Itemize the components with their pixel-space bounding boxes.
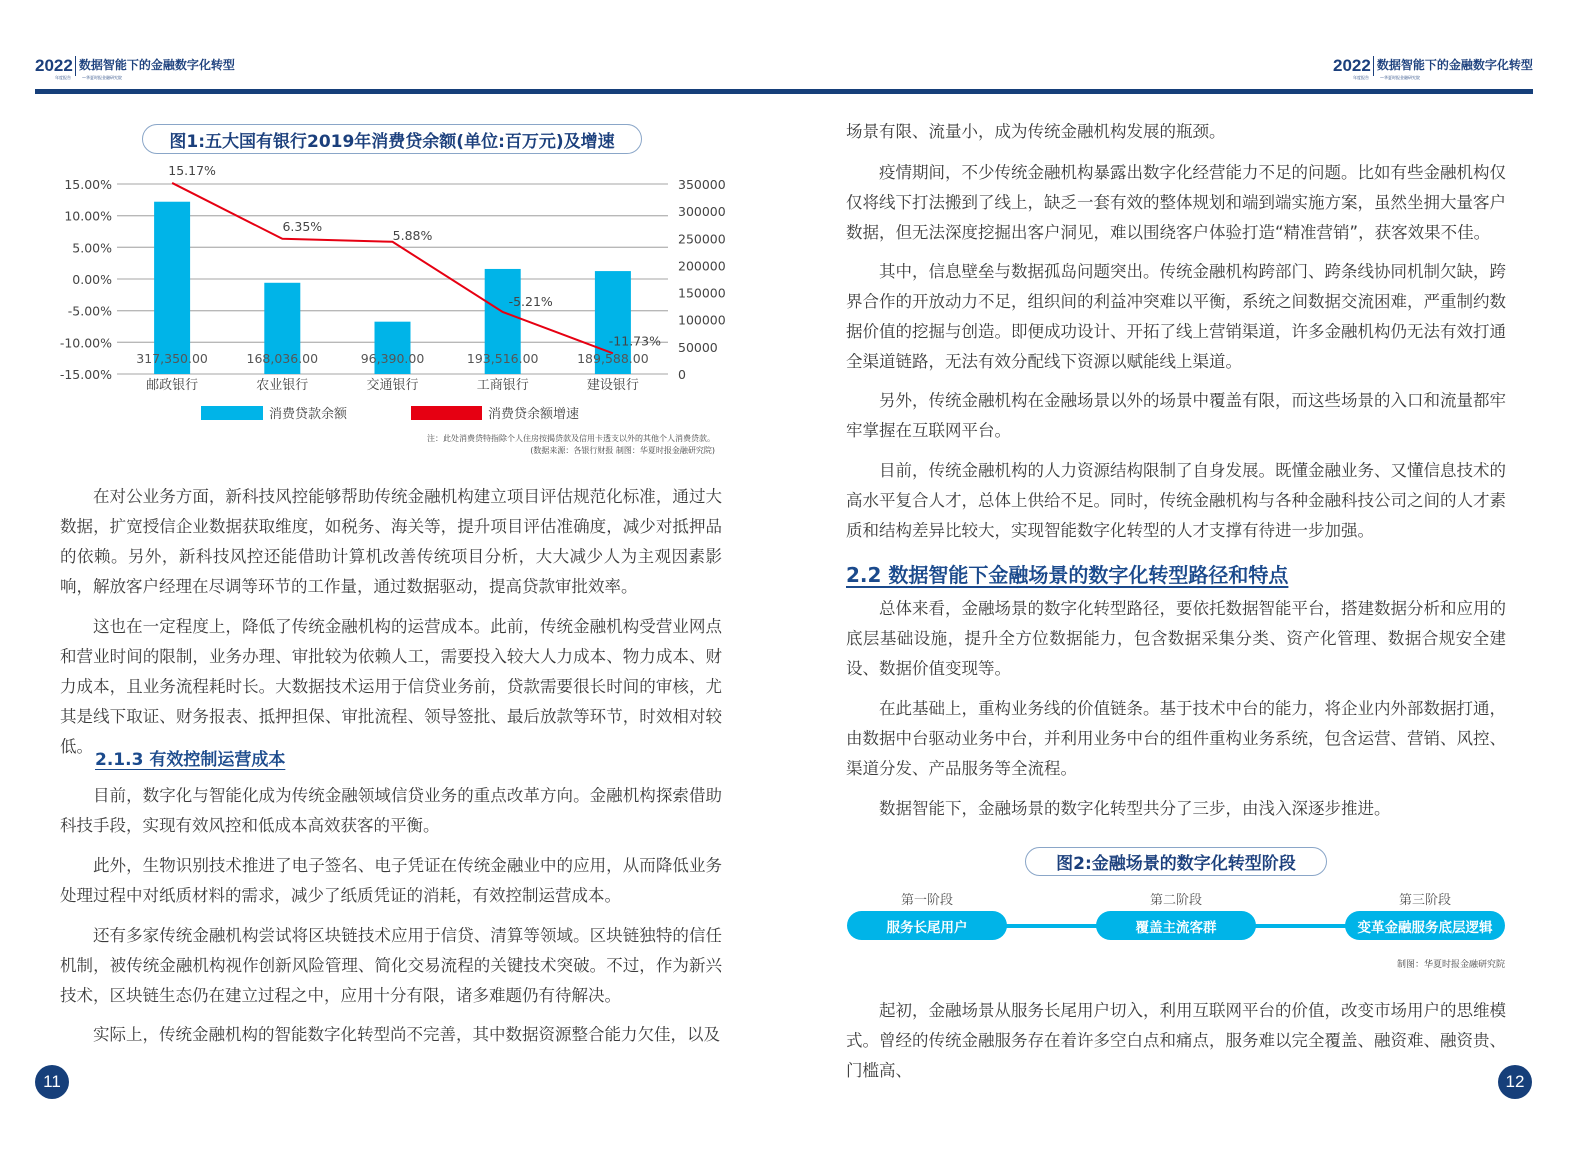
left-axis-tick: 0.00% — [72, 272, 112, 287]
bar — [154, 202, 190, 374]
paragraph: 数据智能下，金融场景的数字化转型共分了三步，由浅入深逐步推进。 — [879, 799, 1391, 818]
bar-value-label: 96,390.00 — [360, 351, 425, 366]
page-number: 12 — [1498, 1065, 1532, 1099]
logo-sub: 年度报告 — [1353, 75, 1369, 80]
line-value-label: 6.35% — [282, 218, 323, 234]
category-label: 交通银行 — [366, 378, 419, 393]
stage-label: 第三阶段 — [1398, 893, 1451, 908]
right-axis-tick: 50000 — [678, 339, 718, 355]
left-axis-tick: -10.00% — [59, 335, 112, 351]
bar-value-label: 168,036.00 — [246, 351, 319, 366]
figure1-note: 注：此处消费贷特指除个人住房按揭贷款及信用卡透支以外的其他个人消费贷款。 — [427, 434, 715, 443]
right-axis-tick: 200000 — [678, 258, 726, 274]
logo-title: 数据智能下的金融数字化转型 — [78, 58, 235, 72]
stage-connector — [1000, 924, 1100, 928]
legend-label: 消费贷余额增速 — [488, 407, 580, 422]
right-axis-tick: 100000 — [678, 312, 726, 328]
paragraph: 在此基础上，重构业务线的价值链条。基于技术中台的能力，将企业内外部数据打通，由数据中台驱动业务中台，并利用业务中台的组件重构业务系统，包含运营、营销、风控、渠道分发、产品服务等全流程。 — [846, 699, 1506, 778]
right-axis-tick: 150000 — [678, 285, 726, 301]
legend-label: 消费贷款余额 — [269, 407, 348, 422]
paragraph: 目前，传统金融机构的人力资源结构限制了自身发展。既懂金融业务、又懂信息技术的高水平复合人才，总体上供给不足。同时，传统金融机构与各种金融科技公司之间的人才素质和结构差异比较大，实现智能数字化转型的人才支撑有待进一步加强。 — [846, 461, 1506, 540]
figure1-title: 图1:五大国有银行2019年消费贷余额(单位:百万元)及增速 — [142, 124, 642, 154]
paragraph: 另外，传统金融机构在金融场景以外的场景中覆盖有限，而这些场景的入口和流量都牢牢掌握在互联网平台。 — [846, 391, 1506, 440]
section-heading: 2.1.3 有效控制运营成本 — [95, 750, 286, 770]
logo-year: 2022 — [1333, 56, 1374, 76]
paragraph: 还有多家传统金融机构尝试将区块链技术应用于信贷、清算等领域。区块链独特的信任机制，被传统金融机构视作创新风险管理、简化交易流程的关键技术突破。不过，作为新兴技术，区块链生态仍在建立过程之中，应用十分有限，诸多难题仍有待解决。 — [60, 926, 722, 1005]
paragraph: 这也在一定程度上，降低了传统金融机构的运营成本。此前，传统金融机构受营业网点和营业时间的限制，业务办理、审批较为依赖人工，需要投入较大人力成本、物力成本、财力成本，且业务流程耗时长。大数据技术运用于信贷业务前，贷款需要很长时间的审核，尤其是线下取证、财务报表、抵押担保、审批流程、领导签批、最后放款等环节，时效相对较低。 — [60, 617, 722, 756]
logo-sub: —华夏时报金融研究院 — [1380, 75, 1420, 80]
paragraph: 此外，生物识别技术推进了电子签名、电子凭证在传统金融业中的应用，从而降低业务处理过程中对纸质材料的需求，减少了纸质凭证的消耗，有效控制运营成本。 — [60, 856, 722, 905]
header-logo-right — [1333, 56, 1533, 80]
line-value-label: 5.88% — [392, 227, 433, 243]
category-label: 农业银行 — [256, 378, 309, 393]
bar-value-label: 193,516.00 — [466, 351, 539, 366]
stage-pill: 变革金融服务底层逻辑 — [1345, 911, 1505, 940]
stage-pill: 覆盖主流客群 — [1096, 911, 1256, 940]
figure2-title: 图2:金融场景的数字化转型阶段 — [1025, 847, 1327, 876]
paragraph: 场景有限、流量小，成为传统金融机构发展的瓶颈。 — [846, 122, 1226, 141]
logo-title: 数据智能下的金融数字化转型 — [1376, 58, 1533, 72]
paragraph: 实际上，传统金融机构的智能数字化转型尚不完善，其中数据资源整合能力欠佳，以及 — [93, 1025, 720, 1044]
logo-year: 2022 — [35, 56, 76, 76]
left-axis-tick: 15.00% — [64, 177, 112, 192]
line-value-label: -11.73% — [608, 333, 661, 349]
line-value-label: 15.17% — [168, 162, 216, 178]
right-axis-tick: 0 — [678, 367, 686, 382]
paragraph: 目前，数字化与智能化成为传统金融领域信贷业务的重点改革方向。金融机构探索借助科技手段，实现有效风控和低成本高效获客的平衡。 — [60, 786, 722, 835]
right-axis-tick: 300000 — [678, 204, 726, 220]
stage-connector — [1250, 924, 1350, 928]
figure2-credit: 制图：华夏时报金融研究院 — [1396, 960, 1505, 970]
category-label: 工商银行 — [476, 378, 529, 393]
paragraph: 总体来看，金融场景的数字化转型路径，要依托数据智能平台，搭建数据分析和应用的底层基础设施，提升全方位数据能力，包含数据采集分类、资产化管理、数据合规安全建设、数据价值变现等。 — [846, 599, 1506, 678]
category-label: 建设银行 — [586, 378, 639, 393]
logo-sub: —华夏时报金融研究院 — [82, 75, 122, 80]
right-axis-tick: 250000 — [678, 231, 726, 247]
paragraph: 疫情期间，不少传统金融机构暴露出数字化经营能力不足的问题。比如有些金融机构仅仅将线下打法搬到了线上，缺乏一套有效的整体规划和端到端实施方案，虽然坐拥大量客户数据，但无法深度挖掘出客户洞见，难以围绕客户体验打造“精准营销”，获客效果不佳。 — [846, 163, 1506, 242]
right-axis-tick: 350000 — [678, 177, 726, 192]
bar — [375, 322, 411, 374]
left-axis-tick: 5.00% — [72, 240, 112, 256]
paragraph: 在对公业务方面，新科技风控能够帮助传统金融机构建立项目评估规范化标准，通过大数据，扩宽授信企业数据获取维度，如税务、海关等，提升项目评估准确度，减少对抵押品的依赖。另外，新科技风控还能借助计算机改善传统项目分析，大大减少人为主观因素影响，解放客户经理在尽调等环节的工作量，通过数据驱动，提高贷款审批效率。 — [60, 487, 722, 596]
stage-label: 第二阶段 — [1149, 893, 1202, 908]
bar-value-label: 189,588.00 — [577, 351, 649, 366]
logo-sub: 年度报告 — [55, 75, 71, 80]
figure1-source: (数据来源：各银行财报 制图：华夏时报金融研究院) — [530, 446, 715, 455]
legend-swatch-bar — [201, 406, 263, 420]
left-axis-tick: 10.00% — [64, 208, 112, 224]
figure1-chart — [0, 0, 760, 470]
left-axis-tick: -15.00% — [59, 367, 112, 382]
category-label: 邮政银行 — [146, 378, 199, 393]
paragraph: 起初，金融场景从服务长尾用户切入，利用互联网平台的价值，改变市场用户的思维模式。曾经的传统金融服务存在着许多空白点和痛点，服务难以完全覆盖、融资难、融资贵、门槛高、 — [846, 1001, 1506, 1080]
section-heading: 2.2 数据智能下金融场景的数字化转型路径和特点 — [846, 563, 1289, 587]
line-value-label: -5.21% — [508, 293, 553, 309]
stage-label: 第一阶段 — [900, 893, 953, 908]
legend-swatch-line — [411, 406, 482, 420]
left-axis-tick: -5.00% — [67, 303, 112, 319]
paragraph: 其中，信息壁垒与数据孤岛问题突出。传统金融机构跨部门、跨条线协同机制欠缺，跨界合作的开放动力不足，组织间的利益冲突难以平衡，系统之间数据交流困难，严重制约数据价值的挖掘与创造。即便成功设计、开拓了线上营销渠道，许多金融机构仍无法有效打通全渠道链路，无法有效分配线下资源以赋能线上渠道。 — [846, 262, 1506, 371]
bar-value-label: 317,350.00 — [136, 351, 208, 366]
stage-pill: 服务长尾用户 — [847, 911, 1007, 940]
page-number: 11 — [35, 1065, 69, 1099]
